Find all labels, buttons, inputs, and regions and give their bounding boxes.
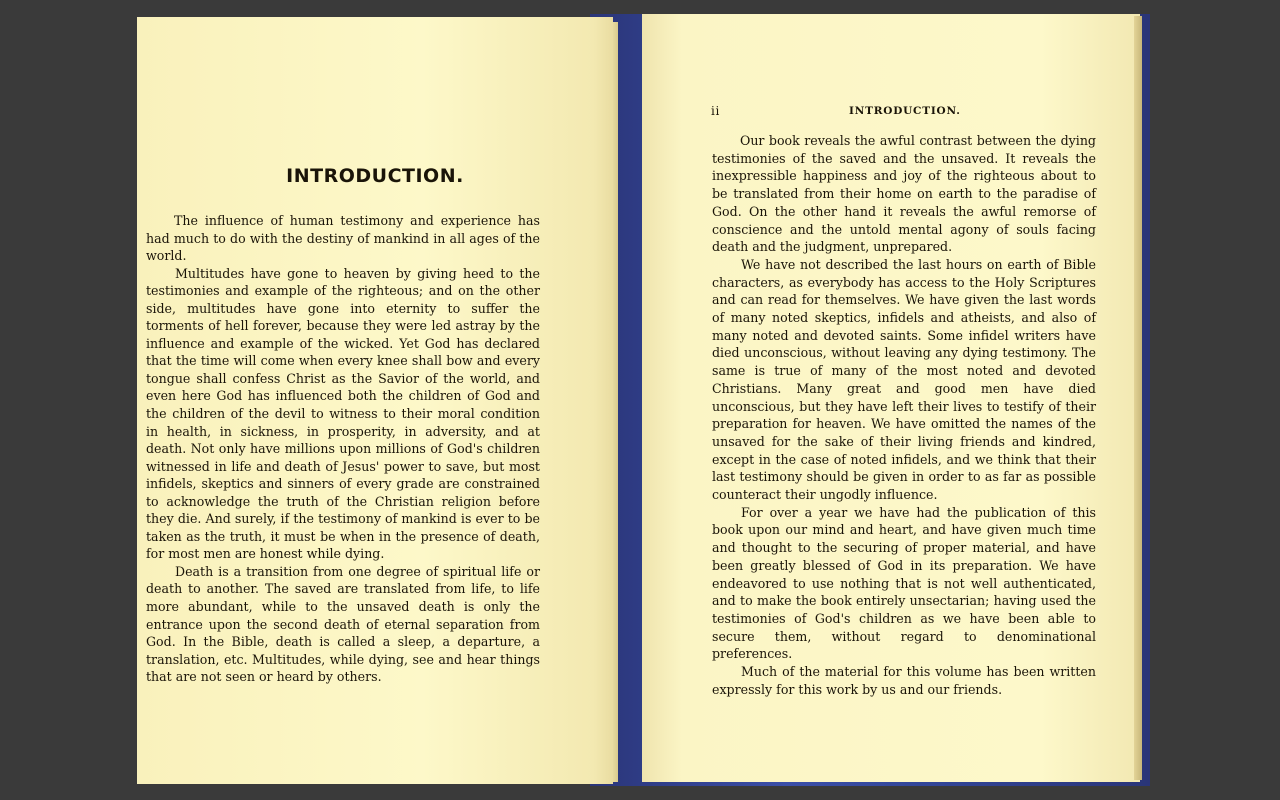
paragraph: The influence of human testimony and experience has had much to do with the destiny of mankind in all ages of the world. (146, 213, 540, 264)
paragraph: For over a year we have had the publication of this book upon our mind and heart, and have given much time and thought to the securing of proper material, and have been greatly blessed of God in its preparation. We have endeavored to use nothing that is not well authenticated, and to make the book entirely unsectarian; having used the testimonies of God's children as we have been able to secure them, without regard to denominational preferences. (712, 504, 1096, 662)
paragraph: Multitudes have gone to heaven by giving heed to the testimonies and example of the righteous; and on the other side, multitudes have gone into eternity to suffer the torments of hell forever, because they were led astray by the influence and example of the wicked. Yet God has declared that the time will come when every knee shall bow and every tongue shall confess Christ as the Savior of the world, and even here God has influenced both the children of God and the children of the devil to witness to their moral condition in health, in sickness, in prosperity, in adversity, and at death. Not only have millions upon millions of God's children witnessed in life and death of Jesus' power to save, but most infidels, skeptics and sinners of every grade are constrained to acknowledge the truth of the Christian religion before they die. And surely, if the testimony of mankind is ever to be taken as the truth, it must be when in the presence of death, for most men are honest while dying. (146, 265, 540, 562)
right-page (642, 14, 1140, 782)
running-head-title: INTRODUCTION. (849, 105, 961, 117)
left-page-body (146, 212, 540, 686)
paragraph: Death is a transition from one degree of spiritual life or death to another. The saved are translated from life, to life more abundant, while to the unsaved death is only the entrance upon the second death of eternal separation from God. In the Bible, death is called a sleep, a departure, a translation, etc. Multitudes, while dying, see and hear things that are not seen or heard by others. (146, 563, 540, 685)
paragraph: Our book reveals the awful contrast between the dying testimonies of the saved and the unsaved. It reveals the inexpressible happiness and joy of the righteous about to be translated from their home on earth to the paradise of God. On the other hand it reveals the awful remorse of conscience and the untold mental agony of souls facing death and the judgment, unprepared. (712, 133, 1096, 255)
paragraph: We have not described the last hours on earth of Bible characters, as everybody has access to the Holy Scriptures and can read for themselves. We have given the last words of many noted skeptics, infidels and atheists, and also of many noted and devoted saints. Some infidel writers have died unconscious, without leaving any dying testimony. The same is true of many of the most noted and devoted Christians. Many great and good men have died unconscious, but they have left their lives to testify of their preparation for heaven. We have omitted the names of the unsaved for the sake of their living friends and kindred, except in the case of noted infidels, and we think that their last testimony should be given in order to as far as possible counteract their ungodly influence. (712, 256, 1096, 503)
paragraph: Much of the material for this volume has been written expressly for this work by us and our friends. (712, 664, 1096, 697)
right-page-body (712, 132, 1096, 699)
left-page (137, 17, 613, 784)
page-title: INTRODUCTION. (286, 165, 464, 187)
right-page-edge (1134, 16, 1142, 780)
page-number: ii (711, 104, 720, 118)
